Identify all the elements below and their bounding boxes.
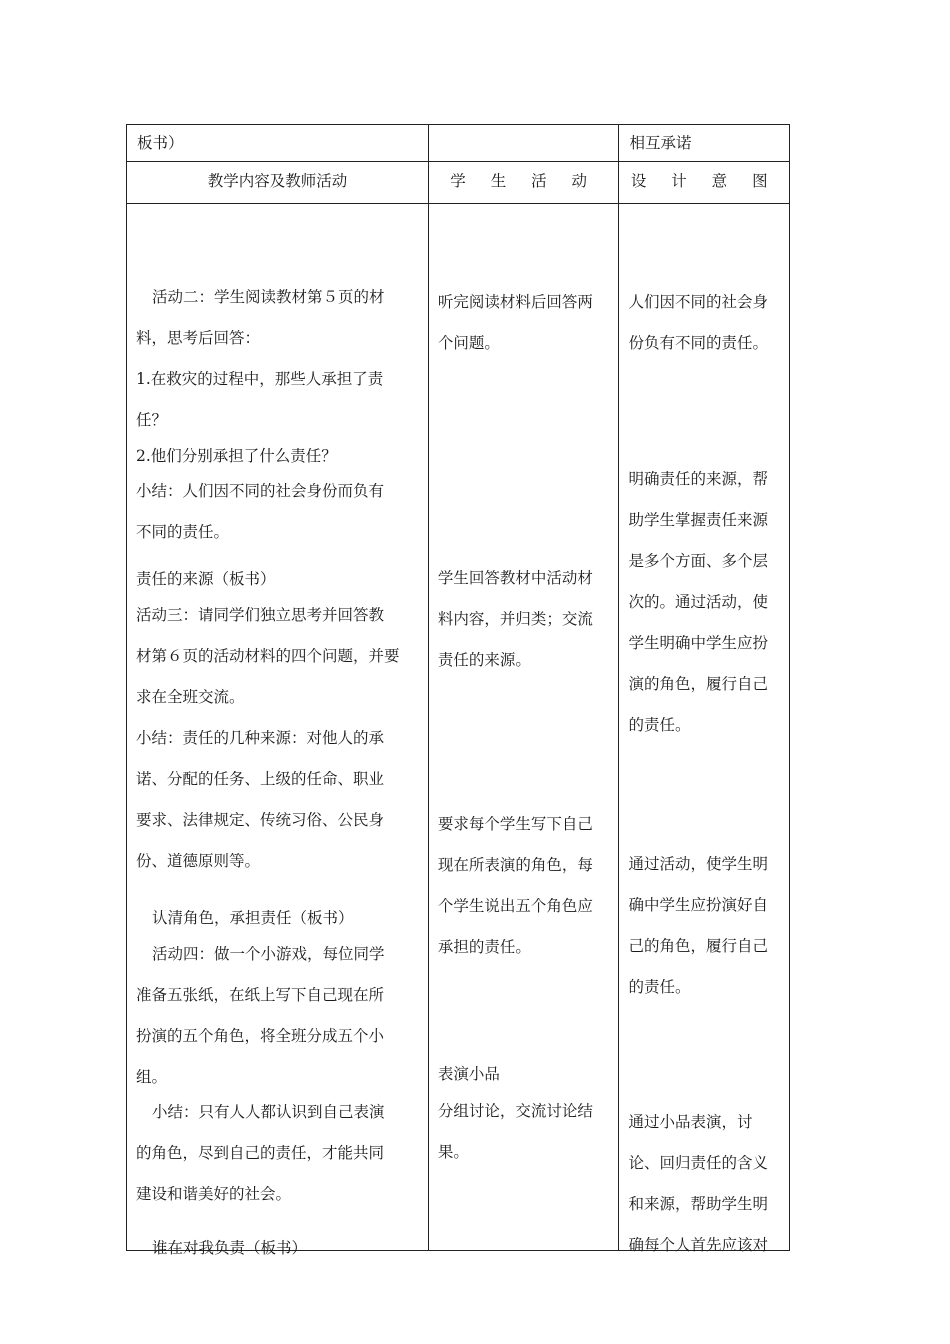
text-line: 小结：只有人人都认识到自己表演 (152, 1103, 385, 1121)
teacher-activity-cell (127, 204, 429, 1257)
text-line: 的责任。 (628, 978, 691, 996)
board-title-who: 谁在对我负责（板书） (152, 1239, 308, 1257)
top-cell-1-text: 板书） (137, 134, 184, 152)
text-line: 活动四：做一个小游戏，每位同学 (152, 945, 385, 963)
student-block-2 (438, 558, 613, 681)
table-row-top (127, 125, 790, 162)
text-line: 份负有不同的责任。 (628, 334, 768, 352)
text-line: 个问题。 (437, 334, 500, 352)
text-line: 任？ (136, 411, 168, 429)
text-line: 确中学生应扮演好自 (628, 896, 768, 914)
text-line: 现在所表演的角色，每 (437, 856, 593, 874)
header-cell-content (127, 162, 429, 204)
text-line: 2.他们分别承担了什么责任？ (136, 447, 337, 465)
design-block-3 (628, 844, 783, 1008)
text-line: 的责任。 (628, 716, 691, 734)
top-cell-2-text (429, 125, 619, 129)
role-title (136, 898, 422, 939)
header-student-activity: 学 生 活 动 (450, 172, 598, 190)
text-line: 扮演的五个角色，将全班分成五个小 (136, 1027, 385, 1045)
text-line: 学生明确中学生应扮 (628, 634, 768, 652)
text-line: 分组讨论，交流讨论结 (437, 1102, 593, 1120)
design-intent-cell (619, 204, 790, 1254)
header-cell-design (619, 162, 790, 204)
header-design-intent: 设 计 意 图 (630, 172, 778, 190)
text-line: 活动三：请同学们独立思考并回答教 (136, 606, 385, 624)
text-line: 和来源，帮助学生明 (628, 1195, 768, 1213)
design-block-2 (628, 459, 783, 746)
text-line: 建设和谐美好的社会。 (136, 1185, 292, 1203)
text-line: 确每个人首先应该对 (628, 1236, 768, 1254)
activity-three-block (136, 595, 422, 882)
text-line: 次的。通过活动，使 (628, 593, 768, 611)
activity-four-block (136, 934, 422, 1098)
who-title (136, 1228, 422, 1269)
text-line: 小结：人们因不同的社会身份而负有 (136, 482, 385, 500)
student-activity-cell (428, 204, 619, 1251)
text-line: 演的角色，履行自己 (628, 675, 768, 693)
text-line: 责任的来源。 (437, 651, 531, 669)
lesson-plan-table (126, 124, 790, 1257)
text-line: 论、回归责任的含义 (628, 1154, 768, 1172)
text-line: 要求每个学生写下自己 (437, 815, 593, 833)
header-cell-student (428, 162, 619, 204)
text-line: 组。 (136, 1068, 168, 1086)
text-line: 份、道德原则等。 (136, 852, 261, 870)
text-line: 的角色，尽到自己的责任，才能共同 (136, 1144, 385, 1162)
text-line: 己的角色，履行自己 (628, 937, 768, 955)
header-teacher-activity: 教学内容及教师活动 (207, 172, 348, 190)
board-title-role: 认清角色，承担责任（板书） (152, 909, 354, 927)
text-line: 料，思考后回答： (136, 329, 261, 347)
text-line: 材第６页的活动材料的四个问题，并要 (136, 647, 400, 665)
text-line: 求在全班交流。 (136, 688, 245, 706)
text-line: 准备五张纸，在纸上写下自己现在所 (136, 986, 385, 1004)
student-block-1 (438, 282, 613, 364)
table-header-row (127, 162, 790, 204)
text-line: 表演小品 (437, 1065, 500, 1083)
text-line: 1.在救灾的过程中，那些人承担了责 (136, 370, 384, 388)
text-line: 人们因不同的社会身 (628, 293, 768, 311)
text-line: 料内容，并归类；交流 (437, 610, 593, 628)
table-body-row (127, 204, 790, 1251)
top-cell-3 (619, 125, 790, 162)
design-block-1 (628, 282, 783, 364)
top-cell-3-text: 相互承诺 (629, 134, 692, 152)
text-line: 通过小品表演，讨 (628, 1113, 753, 1131)
summary-four-block (136, 1092, 422, 1215)
text-line: 听完阅读材料后回答两 (437, 293, 593, 311)
text-line: 承担的责任。 (437, 938, 531, 956)
student-block-4 (438, 1057, 613, 1173)
text-line: 明确责任的来源，帮 (628, 470, 768, 488)
text-line: 不同的责任。 (136, 523, 230, 541)
activity-two-block (136, 277, 422, 553)
top-cell-1 (127, 125, 429, 162)
text-line: 果。 (437, 1143, 469, 1161)
text-line: 通过活动，使学生明 (628, 855, 768, 873)
text-line: 学生回答教材中活动材 (437, 569, 593, 587)
design-block-4 (628, 1102, 783, 1266)
text-line: 要求、法律规定、传统习俗、公民身 (136, 811, 385, 829)
text-line: 个学生说出五个角色应 (437, 897, 593, 915)
text-line: 活动二：学生阅读教材第５页的材 (152, 288, 385, 306)
top-cell-2 (428, 125, 619, 162)
student-block-3 (438, 804, 613, 968)
text-line: 小结：责任的几种来源：对他人的承 (136, 729, 385, 747)
text-line: 诺、分配的任务、上级的任命、职业 (136, 770, 385, 788)
board-title-source: 责任的来源（板书） (136, 570, 276, 588)
text-line: 是多个方面、多个层 (628, 552, 768, 570)
text-line: 助学生掌握责任来源 (628, 511, 768, 529)
source-title (136, 559, 422, 600)
